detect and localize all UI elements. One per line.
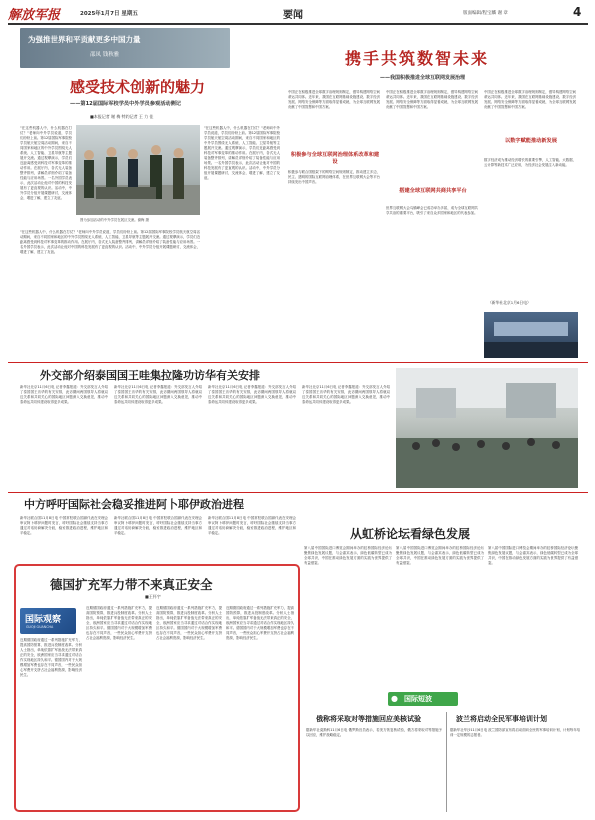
story5-title: 从虹桥论坛看绿色发展 <box>350 527 471 541</box>
story2-body-col3: 中国正在积极推进全球数字治理规则制定，倡导构建网络空间命运共同体。近年来，我国在互联网基础设施建设、数字经济发展、网络安全保障等方面取得显著成就，为全球互联网发展贡献了中国智慧和中国方案。 <box>484 90 576 109</box>
story3-body-col3: 新华社北京11月6日电 记者李鑫报道：外交部发言人介绍了泰国国王访华的有关安排，此访期间两国领导人将就双边关系和共同关心的国际地区问题深入交换意见，推动中泰命运共同体建设取得更多成果。 <box>208 385 296 404</box>
story1-subtitle: ——第12届国际军校学员中外学员参观活动侧记 <box>70 101 181 107</box>
story1-photo <box>76 125 200 215</box>
column-badge <box>20 608 76 634</box>
story6-body-col1: 近期德国政府通过一系列措施扩充军力，提高国防预算，推进兵役制度改革。分析人士指出，单纯依靠扩军备战无法带来真正的安全，欧洲国家应当寻求通过对话合作实现地区持久和平。德国国内对于大规模增加军费也存在不同声音，一些民众担心军费开支挤占社会福利资源，影响经济民生。 <box>20 638 82 677</box>
divider-h2 <box>8 492 588 493</box>
story4-body-col2: 新华社联合国11月8日电 中国常驻联合国副代表在安理会审议阿卜耶伊问题时发言，呼吁国际社会继续支持当事方通过对话协商解决分歧，稳妥推进政治进程，维护地区和平稳定。 <box>114 516 202 535</box>
story5-body-col1: 第八届中国国际进口博览会期间举办的虹桥国际经济论坛聚焦绿色发展议题，与会嘉宾表示，绿色低碳转型已成为全球共识，中国在推动绿色发展方面的实践为世界提供了有益借鉴。 <box>304 546 392 565</box>
story2-title: 携手共筑数智未来 <box>345 49 490 68</box>
story6-body-col3: 近期德国政府通过一系列措施扩充军力，提高国防预算，推进兵役制度改革。分析人士指出，单纯依靠扩军备战无法带来真正的安全，欧洲国家应当寻求通过对话合作实现地区持久和平。德国国内对于大规模增加军费也存在不同声音，一些民众担心军费开支挤占社会福利资源，影响经济民生。 <box>156 606 222 640</box>
header-editors: 版面编辑/程宝麟 谢 章 <box>463 11 508 16</box>
brief2-title: 波兰将启动全民军事培训计划 <box>456 714 547 723</box>
header-rule <box>8 23 588 25</box>
brief1-body: 据新华社莫斯科11月6日电 俄罗斯官员表示，若美方恢复核试验，俄方将采取对等措施予以回应，维护战略稳定。 <box>306 728 442 737</box>
page-header <box>8 4 588 22</box>
story4-body-col3: 新华社联合国11月8日电 中国常驻联合国副代表在安理会审议阿卜耶伊问题时发言，呼吁国际社会继续支持当事方通过对话协商解决分歧，稳妥推进政治进程，维护地区和平稳定。 <box>208 516 296 535</box>
story2-subtitle: ——我国积极推进全球互联网发展治理 <box>380 75 466 81</box>
story5-body-col2: 第八届中国国际进口博览会期间举办的虹桥国际经济论坛聚焦绿色发展议题，与会嘉宾表示，绿色低碳转型已成为全球共识，中国在推动绿色发展方面的实践为世界提供了有益借鉴。 <box>396 546 484 565</box>
story1-photo-caption: 图为参加活动的中外学员在展区交流。谢梅 摄 <box>80 218 149 222</box>
story5-body-col3: 第八届中国国际进口博览会期间举办的虹桥国际经济论坛聚焦绿色发展议题，与会嘉宾表示，绿色低碳转型已成为全球共识，中国在推动绿色发展方面的实践为世界提供了有益借鉴。 <box>488 546 578 565</box>
story6-title: 德国扩充军力带不来真正安全 <box>50 577 213 592</box>
header-date: 2025年1月7日 星期五 <box>80 11 138 17</box>
story1-title: 感受技术创新的魅力 <box>70 78 206 96</box>
story1-body-col1: "在这些机器人中，什么机器在打仗？"老师向中外学员说道，学员们纷纷上前。第12届国际军事院校学员航天航空周活动期间，来自不同国家和地区的中外学员围绕无人系统、人工智能、卫星导航等主题展开交流。通过观摩演示，学员们近距离感受到科技对军事变革的推动作用。在展厅内，各式无人装备整齐排列，讲解员详细介绍了装备性能与应用场景。一名外国学员表示，此次活动让他对中国的科技发展有了更直观的认识。活动中，中外学员分组开展课题研讨，交流体会，增进了解，建立了友谊。 <box>20 126 72 200</box>
story2-body-col2b: 世界互联网大会乌镇峰会已成功举办多届，成为全球互联网共享共治的重要平台，吸引了来自众多国家和地区的代表参加。 <box>386 206 478 215</box>
conference-illustration <box>484 312 578 358</box>
newspaper-logo: 解放军报 <box>8 8 61 23</box>
story6-byline: ■王怀宇 <box>145 594 161 599</box>
story2-body-col3b: 数字经济成为推动经济增长的重要引擎，人工智能、大数据、云计算等新技术广泛应用，为经济社会发展注入新动能。 <box>484 158 576 167</box>
story4-body-col1: 新华社联合国11月8日电 中国常驻联合国副代表在安理会审议阿卜耶伊问题时发言，呼吁国际社会继续支持当事方通过对话协商解决分歧，稳妥推进政治进程，维护地区和平稳定。 <box>20 516 108 535</box>
brief-divider <box>446 712 447 812</box>
story2-photo <box>484 312 578 358</box>
crowd-illustration <box>396 368 578 488</box>
banner-authors: 邵凤 钱秋雅 <box>90 52 120 58</box>
story4-title: 中方呼吁国际社会稳妥推进阿卜耶伊政治进程 <box>24 498 244 511</box>
story6-body-col2: 近期德国政府通过一系列措施扩充军力，提高国防预算，推进兵役制度改革。分析人士指出，单纯依靠扩军备战无法带来真正的安全，欧洲国家应当寻求通过对话合作实现地区持久和平。德国国内对于大规模增加军费也存在不同声音，一些民众担心军费开支挤占社会福利资源，影响经济民生。 <box>86 606 152 640</box>
globe-icon: ● <box>391 694 398 703</box>
story2-body-col1: 中国正在积极推进全球数字治理规则制定，倡导构建网络空间命运共同体。近年来，我国在互联网基础设施建设、数字经济发展、网络安全保障等方面取得显著成就，为全球互联网发展贡献了中国智慧和中国方案。 <box>288 90 380 109</box>
story1-byline: ■本报记者 谢 梅 特约记者 王 力 佳 <box>90 114 154 119</box>
story2-body-col1b: 积极参与联合国框架下的网络空间规则制定，推动建立多边、民主、透明的国际互联网治理体系，在世界互联网大会等平台持续发出中国声音。 <box>288 170 380 184</box>
divider-h1 <box>8 362 588 363</box>
story1-body-col3: "在这些机器人中，什么机器在打仗？"老师向中外学员说道，学员们纷纷上前。第12届国际军事院校学员航天航空周活动期间，来自不同国家和地区的中外学员围绕无人系统、人工智能、卫星导航等主题展开交流。通过观摩演示，学员们近距离感受到科技对军事变革的推动作用。在展厅内，各式无人装备整齐排列，讲解员详细介绍了装备性能与应用场景。一名外国学员表示，此次活动让他对中国的科技发展有了更直观的认识。活动中，中外学员分组开展课题研讨，交流体会，增进了解，建立了友谊。 <box>204 126 280 180</box>
brief2-body: 据新华社华沙11月6日电 波兰国防部宣布将启动面向全民的军事培训计划，计划每年培训一定规模的志愿者。 <box>450 728 580 737</box>
banner <box>20 28 230 68</box>
section-title: 要闻 <box>283 10 303 21</box>
story1-body-col2: "在这些机器人中，什么机器在打仗？"老师向中外学员说道，学员们纷纷上前。第12届国际军事院校学员航天航空周活动期间，来自不同国家和地区的中外学员围绕无人系统、人工智能、卫星导航等主题展开交流。通过观摩演示，学员们近距离感受到科技对军事变革的推动作用。在展厅内，各式无人装备整齐排列，讲解员详细介绍了装备性能与应用场景。一名外国学员表示，此次活动让他对中国的科技发展有了更直观的认识。活动中，中外学员分组开展课题研讨，交流体会，增进了解，建立了友谊。 <box>20 230 200 254</box>
story2-body-col2: 中国正在积极推进全球数字治理规则制定，倡导构建网络空间命运共同体。近年来，我国在互联网基础设施建设、数字经济发展、网络安全保障等方面取得显著成就，为全球互联网发展贡献了中国智慧和中国方案。 <box>386 90 478 109</box>
column-badge-en: GUOJI GUANCHA <box>26 625 54 629</box>
story3-title: 外交部介绍泰国国王哇集拉隆功访华有关安排 <box>40 369 260 382</box>
story3-body-col2: 新华社北京11月6日电 记者李鑫报道：外交部发言人介绍了泰国国王访华的有关安排，此访期间两国领导人将就双边关系和共同关心的国际地区问题深入交换意见，推动中泰命运共同体建设取得更多成果。 <box>114 385 202 404</box>
brief1-title: 俄称将采取对等措施回应美核试验 <box>316 714 421 723</box>
story2-source: （新华社北京1月6日电） <box>488 300 531 305</box>
soldiers-illustration <box>76 125 200 215</box>
story6-body-col4: 近期德国政府通过一系列措施扩充军力，提高国防预算，推进兵役制度改革。分析人士指出，单纯依靠扩军备战无法带来真正的安全，欧洲国家应当寻求通过对话合作实现地区持久和平。德国国内对于大规模增加军费也存在不同声音，一些民众担心军费开支挤占社会福利资源，影响经济民生。 <box>226 606 294 640</box>
story3-photo <box>396 368 578 488</box>
story2-subhead3: 以数字赋能推动新发展 <box>505 138 557 144</box>
story3-body-col1: 新华社北京11月6日电 记者李鑫报道：外交部发言人介绍了泰国国王访华的有关安排，此访期间两国领导人将就双边关系和共同关心的国际地区问题深入交换意见，推动中泰命运共同体建设取得更多成果。 <box>20 385 108 404</box>
story2-subhead1: 积极参与全球互联网治理体系改革和建设 <box>290 152 380 165</box>
story2-subhead2: 搭建全球互联网共商共享平台 <box>399 188 467 194</box>
intl-label-text: 国际短波 <box>404 695 432 703</box>
column-badge-label: 国际观察 <box>25 615 62 625</box>
page-number: 4 <box>573 5 582 19</box>
story3-body-col4: 新华社北京11月6日电 记者李鑫报道：外交部发言人介绍了泰国国王访华的有关安排，此访期间两国领导人将就双边关系和共同关心的国际地区问题深入交换意见，推动中泰命运共同体建设取得更多成果。 <box>302 385 390 404</box>
intl-label <box>388 692 458 706</box>
banner-title: 为强推世界和平贡献更多中国力量 <box>28 35 141 44</box>
